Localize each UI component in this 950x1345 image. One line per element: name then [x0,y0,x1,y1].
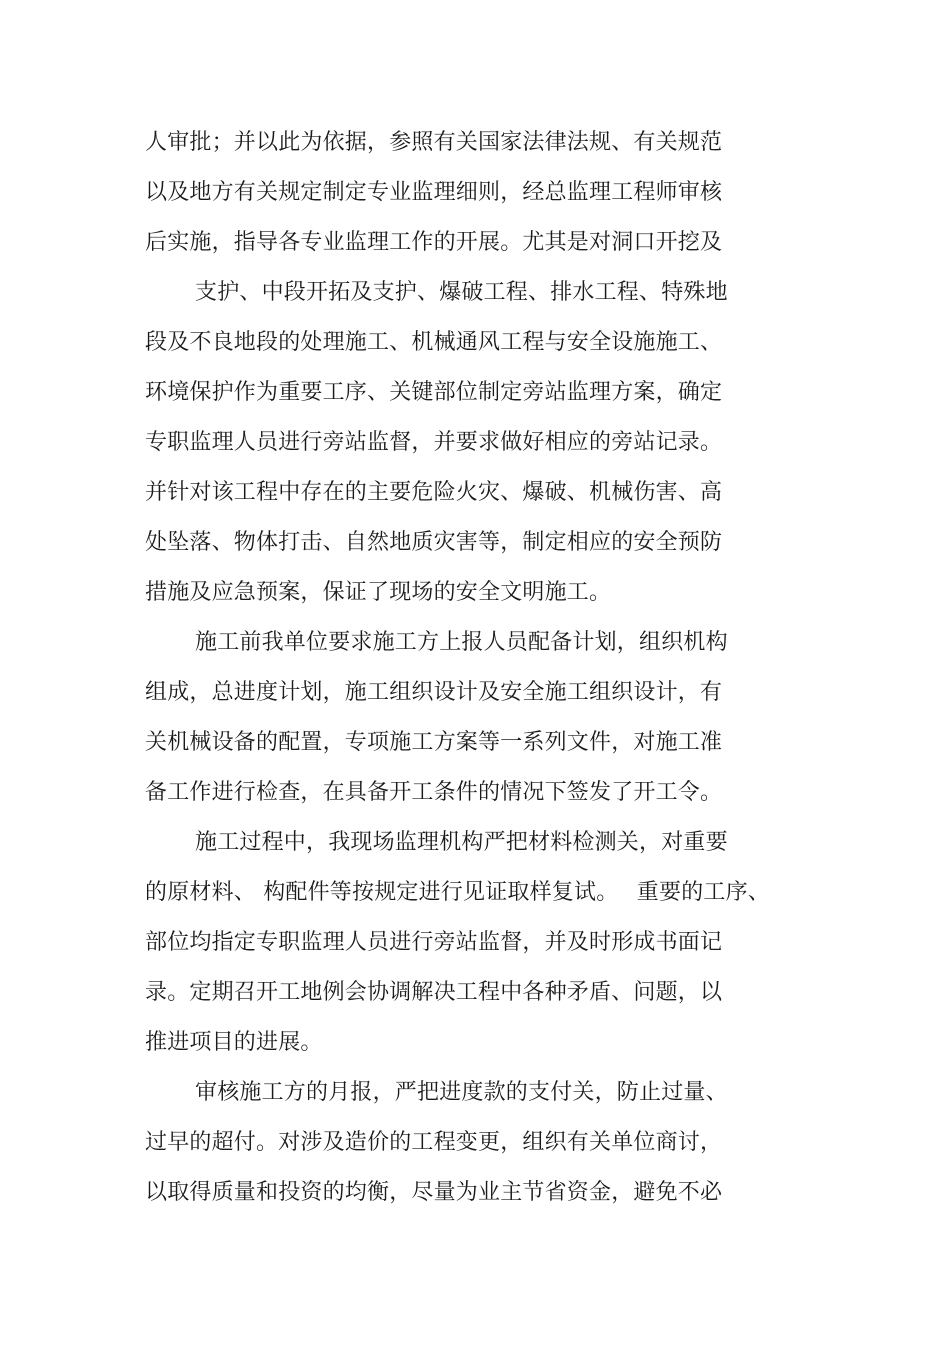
paragraph-first-line: 施工前我单位要求施工方上报人员配备计划，组织机构 [195,630,728,655]
text-line: 以及地方有关规定制定专业监理细则，经总监理工程师审核 [145,180,723,205]
text-line: 后实施，指导各专业监理工作的开展。尤其是对洞口开挖及 [145,230,723,255]
text-line: 处坠落、物体打击、自然地质灾害等，制定相应的安全预防 [145,530,723,555]
paragraph-first-line: 审核施工方的月报，严把进度款的支付关，防止过量、 [195,1080,728,1105]
text-line: 组成，总进度计划，施工组织设计及安全施工组织设计，有 [145,680,723,705]
text-line: 以取得质量和投资的均衡，尽量为业主节省资金，避免不必 [145,1180,723,1205]
text-line: 人审批；并以此为依据，参照有关国家法律法规、有关规范 [145,130,723,155]
text-line: 环境保护作为重要工序、关键部位制定旁站监理方案，确定 [145,380,723,405]
text-line: 并针对该工程中存在的主要危险火灾、爆破、机械伤害、高 [145,480,723,505]
text-line: 推进项目的进展。 [145,1030,323,1055]
text-line: 专职监理人员进行旁站监督，并要求做好相应的旁站记录。 [145,430,723,455]
paragraph-first-line: 施工过程中，我现场监理机构严把材料检测关，对重要 [195,830,728,855]
text-line: 段及不良地段的处理施工、机械通风工程与安全设施施工、 [145,330,723,355]
text-line: 部位均指定专职监理人员进行旁站监督，并及时形成书面记 [145,930,723,955]
text-line: 过早的超付。对涉及造价的工程变更，组织有关单位商讨， [145,1130,723,1155]
text-line: 的原材料、 构配件等按规定进行见证取样复试。 重要的工序、 [145,880,770,905]
text-line: 备工作进行检查，在具备开工条件的情况下签发了开工令。 [145,780,723,805]
paragraph-first-line: 支护、中段开拓及支护、爆破工程、排水工程、特殊地 [195,280,728,305]
text-line: 关机械设备的配置，专项施工方案等一系列文件，对施工准 [145,730,723,755]
text-line: 录。定期召开工地例会协调解决工程中各种矛盾、问题，以 [145,980,723,1005]
text-line: 措施及应急预案，保证了现场的安全文明施工。 [145,580,612,605]
